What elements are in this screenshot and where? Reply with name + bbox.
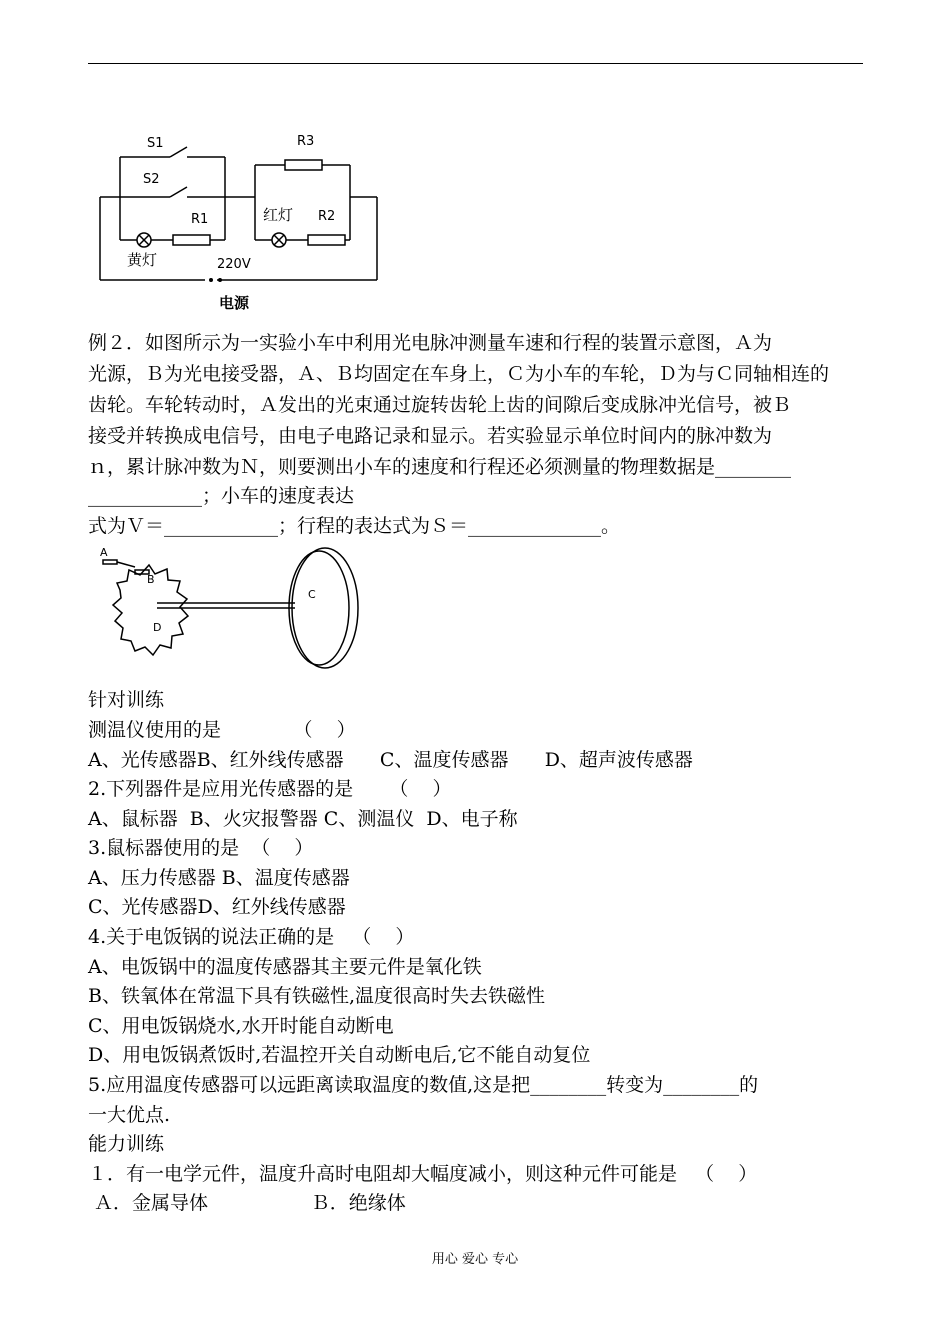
page-footer: 用心 爱心 专心 bbox=[431, 1252, 519, 1267]
practice-line-4: A、鼠标器 B、火灾报警器 C、测温仪 D、电子称 bbox=[88, 808, 518, 830]
example2-line-1: 例２．如图所示为一实验小车中利用光电脉冲测量车速和行程的装置示意图，Ａ为 bbox=[88, 332, 773, 354]
label-yellow-lamp: 黄灯 bbox=[127, 251, 158, 269]
practice-line-7: C、光传感器D、红外线传感器 bbox=[88, 896, 346, 918]
example2-line-4: 接受并转换成电信号，由电子电路记录和显示。若实验显示单位时间内的脉冲数为 bbox=[88, 425, 773, 447]
example2-line-3: 齿轮。车轮转动时，Ａ发出的光束通过旋转齿轮上齿的间隙后变成脉冲光信号，被Ｂ bbox=[88, 394, 792, 416]
label-s2: S2 bbox=[143, 172, 160, 187]
example2-line-5: ｎ，累计脉冲数为Ｎ，则要测出小车的速度和行程还必须测量的物理数据是________ bbox=[88, 456, 792, 478]
practice-line-6: A、压力传感器 B、温度传感器 bbox=[88, 867, 350, 889]
practice-line-9: A、电饭锅中的温度传感器其主要元件是氧化铁 bbox=[88, 956, 482, 978]
ability-heading: 能力训练 bbox=[88, 1133, 165, 1155]
practice-line-13: 5.应用温度传感器可以远距离读取温度的数值,这是把________转变为________的 bbox=[88, 1074, 759, 1096]
gear-label-a: A bbox=[100, 546, 108, 559]
gear-label-b: B bbox=[147, 573, 155, 586]
label-voltage: 220V bbox=[217, 257, 251, 272]
practice-heading: 针对训练 bbox=[88, 689, 165, 711]
label-r1: R1 bbox=[191, 212, 209, 227]
label-red-lamp: 红灯 bbox=[263, 206, 294, 224]
practice-line-5: 3.鼠标器使用的是 （ ） bbox=[88, 837, 314, 859]
practice-line-8: 4.关于电饭锅的说法正确的是 （ ） bbox=[88, 926, 415, 948]
practice-line-2: A、光传感器B、红外线传感器 C、温度传感器 D、超声波传感器 bbox=[88, 749, 693, 771]
label-r3: R3 bbox=[297, 134, 315, 149]
header-rule bbox=[88, 63, 863, 64]
label-s1: S1 bbox=[147, 136, 164, 151]
example2-line-7: 式为Ｖ＝____________；行程的表达式为Ｓ＝______________。 bbox=[88, 515, 621, 537]
gear-label-d: D bbox=[153, 621, 162, 634]
practice-line-12: D、用电饭锅煮饭时,若温控开关自动断电后,它不能自动复位 bbox=[88, 1044, 591, 1066]
practice-line-1: 测温仪使用的是 （ ） bbox=[88, 719, 356, 741]
practice-line-14: 一大优点. bbox=[88, 1104, 171, 1126]
practice-line-3: 2.下列器件是应用光传感器的是 （ ） bbox=[88, 778, 452, 800]
practice-line-11: C、用电饭锅烧水,水开时能自动断电 bbox=[88, 1015, 394, 1037]
example2-line-6: ____________；小车的速度表达 bbox=[88, 485, 355, 507]
label-r2: R2 bbox=[318, 209, 336, 224]
ability-line-2: Ａ．金属导体 Ｂ．绝缘体 bbox=[88, 1192, 406, 1214]
gear-label-c: C bbox=[308, 588, 316, 601]
circuit-diagram bbox=[95, 125, 385, 315]
example2-line-2: 光源，Ｂ为光电接受器，Ａ、Ｂ均固定在车身上，Ｃ为小车的车轮，Ｄ为与Ｃ同轴相连的 bbox=[88, 363, 830, 385]
ability-line-1: １．有一电学元件，温度升高时电阻却大幅度减小，则这种元件可能是 （ ） bbox=[88, 1163, 758, 1185]
label-source: 电源 bbox=[219, 294, 250, 312]
practice-line-10: B、铁氧体在常温下具有铁磁性,温度很高时失去铁磁性 bbox=[88, 985, 546, 1007]
gear-wheel-diagram bbox=[95, 545, 365, 675]
